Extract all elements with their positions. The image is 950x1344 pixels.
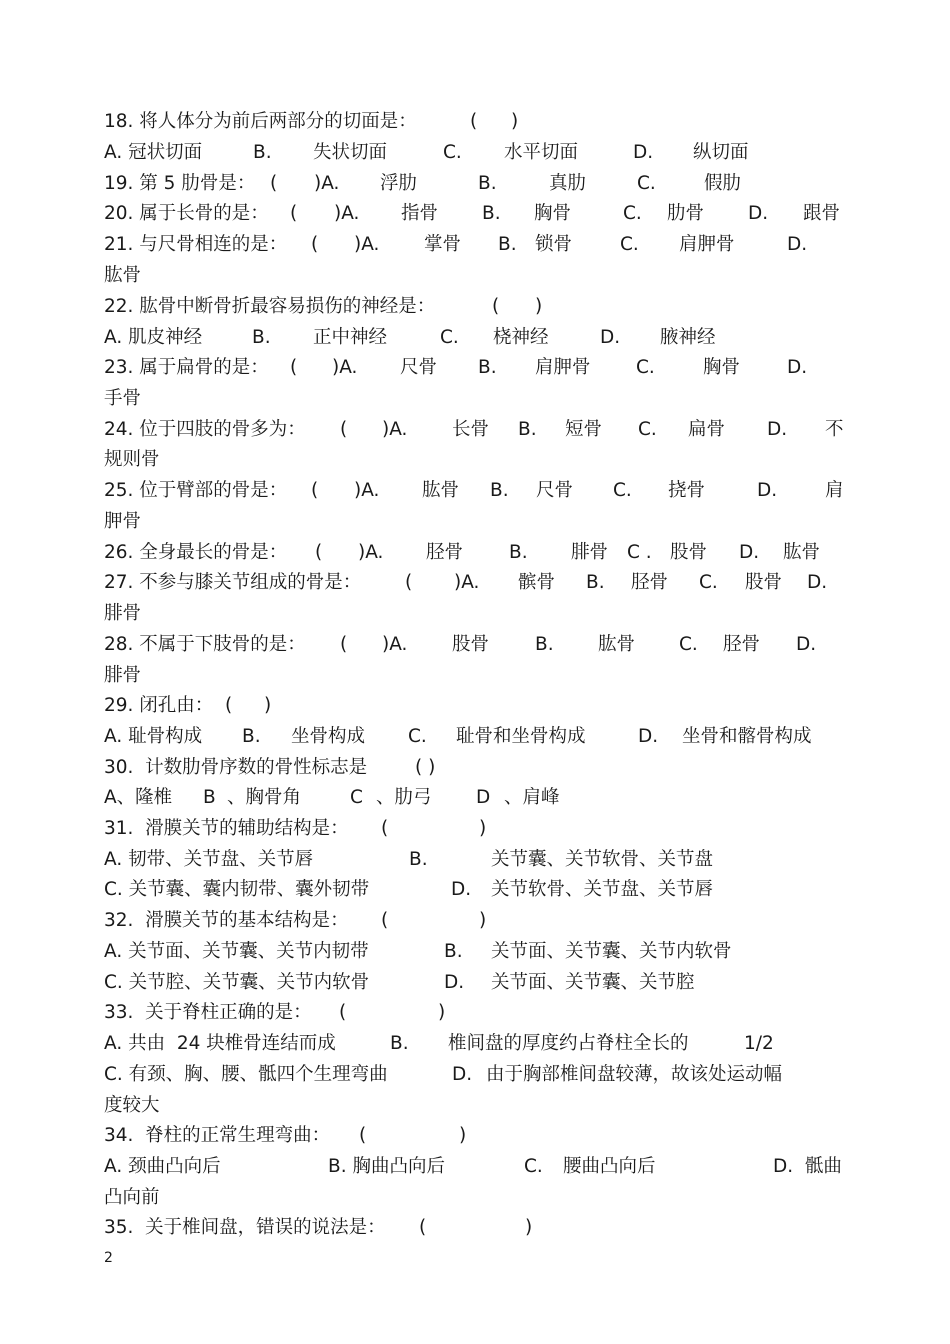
text-segment: 肋骨	[667, 203, 705, 224]
text-segment: 肱骨	[598, 634, 636, 655]
text-line	[104, 662, 846, 690]
text-segment: 掌骨	[424, 234, 462, 255]
text-segment: C.	[620, 234, 639, 255]
text-segment: D.	[638, 726, 659, 747]
text-segment: 由于胸部椎间盘较薄，故该处运动幅	[486, 1064, 783, 1085]
text-segment: B.	[498, 234, 517, 255]
text-segment: D.	[444, 972, 465, 993]
text-line	[104, 569, 846, 597]
text-line	[104, 385, 846, 413]
text-segment: 正中神经	[313, 327, 388, 348]
text-line	[104, 139, 846, 167]
text-segment: 胫骨	[631, 572, 669, 593]
text-line	[104, 477, 846, 505]
text-line	[104, 354, 846, 382]
text-line	[104, 876, 846, 904]
text-segment: 尺骨	[400, 357, 438, 378]
text-segment: 30. 计数肋骨序数的骨性标志是	[104, 757, 368, 778]
text-line	[104, 1030, 846, 1058]
text-line	[104, 969, 846, 997]
text-segment: 19. 第 5 肋骨是：	[104, 173, 256, 194]
text-line	[104, 784, 846, 812]
text-line	[104, 723, 846, 751]
text-segment: 胫骨	[426, 542, 464, 563]
text-segment: B.	[535, 634, 554, 655]
text-segment: C.	[623, 203, 642, 224]
text-segment: C.	[638, 419, 657, 440]
text-segment: C	[350, 787, 363, 808]
text-segment: 33. 关于脊柱正确的是：	[104, 1002, 312, 1023]
text-segment: (	[381, 910, 389, 931]
text-segment: 23. 属于扁骨的是：	[104, 357, 269, 378]
text-segment: 指骨	[401, 203, 439, 224]
text-segment: 尺骨	[536, 480, 574, 501]
text-segment: 腓骨	[571, 542, 609, 563]
text-segment: (	[290, 203, 298, 224]
text-segment: C .	[627, 542, 652, 563]
text-line	[104, 600, 846, 628]
text-line	[104, 539, 846, 567]
text-line	[104, 108, 846, 136]
text-line	[104, 324, 846, 352]
text-segment: 肱骨	[422, 480, 460, 501]
text-segment: A. 耻骨构成	[104, 726, 203, 747]
text-line	[104, 262, 846, 290]
text-segment: )	[479, 910, 487, 931]
text-segment: )	[479, 818, 487, 839]
text-segment: B.	[509, 542, 528, 563]
text-segment: B.	[478, 357, 497, 378]
text-segment: A. 共由 24 块椎骨连结而成	[104, 1033, 336, 1054]
text-segment: 股骨	[452, 634, 490, 655]
text-segment: )	[535, 296, 543, 317]
text-segment: 胫骨	[723, 634, 761, 655]
text-segment: )	[438, 1002, 446, 1023]
text-line	[104, 692, 846, 720]
text-segment: 肩胛骨	[679, 234, 735, 255]
text-segment: 腰曲凸向后	[563, 1156, 656, 1177]
text-segment: (	[339, 1002, 347, 1023]
text-line	[104, 631, 846, 659]
text-segment: )	[459, 1125, 467, 1146]
text-segment: C. 有颈、胸、腰、骶四个生理弯曲	[104, 1064, 388, 1085]
text-segment: )	[264, 695, 272, 716]
text-segment: 胸骨	[534, 203, 572, 224]
text-segment: A. 颈曲凸向后	[104, 1156, 221, 1177]
text-segment: 耻骨和坐骨构成	[456, 726, 586, 747]
text-segment: D.	[633, 142, 654, 163]
text-segment: 、肩峰	[504, 787, 560, 808]
text-segment: (	[315, 542, 323, 563]
text-segment: C.	[679, 634, 698, 655]
text-segment: A. 关节面、关节囊、关节内韧带	[104, 941, 369, 962]
text-segment: ( )	[415, 757, 436, 778]
text-segment: D.	[739, 542, 760, 563]
text-line	[104, 999, 846, 1027]
text-segment: (	[492, 296, 500, 317]
text-segment: 24. 位于四肢的骨多为：	[104, 419, 306, 440]
text-segment: 坐骨构成	[291, 726, 366, 747]
text-segment: B.	[390, 1033, 409, 1054]
text-segment: D.	[787, 357, 808, 378]
text-segment: C.	[637, 173, 656, 194]
text-segment: B. 胸曲凸向后	[328, 1156, 445, 1177]
text-segment: (	[340, 419, 348, 440]
text-segment: B.	[478, 173, 497, 194]
text-segment: 假肋	[704, 173, 742, 194]
text-segment: 腓骨	[104, 603, 142, 624]
text-segment: A. 肌皮神经	[104, 327, 203, 348]
text-segment: )	[525, 1217, 533, 1238]
text-segment: 腋神经	[660, 327, 716, 348]
text-segment: (	[470, 111, 478, 132]
text-segment: 28. 不属于下肢骨的是：	[104, 634, 306, 655]
text-segment: 失状切面	[313, 142, 388, 163]
text-segment: 纵切面	[693, 142, 749, 163]
text-segment: 18. 将人体分为前后两部分的切面是：	[104, 111, 417, 132]
text-segment: B	[203, 787, 216, 808]
text-segment: 跟骨	[803, 203, 841, 224]
text-line	[104, 1092, 846, 1120]
text-segment: C.	[524, 1156, 543, 1177]
text-segment: C. 关节腔、关节囊、关节内软骨	[104, 972, 370, 993]
text-segment: 扁骨	[688, 419, 726, 440]
text-segment: 27. 不参与膝关节组成的骨是：	[104, 572, 362, 593]
text-segment: D.	[767, 419, 788, 440]
text-line	[104, 1153, 846, 1181]
text-segment: (	[290, 357, 298, 378]
text-segment: D	[476, 787, 491, 808]
text-segment: )	[511, 111, 519, 132]
text-segment: 31. 滑膜关节的辅助结构是：	[104, 818, 349, 839]
text-segment: 34. 脊柱的正常生理弯曲：	[104, 1125, 331, 1146]
text-segment: D.	[748, 203, 769, 224]
text-segment: 股骨	[745, 572, 783, 593]
text-segment: 胛骨	[104, 511, 142, 532]
text-segment: B.	[242, 726, 261, 747]
text-segment: 关节面、关节囊、关节内软骨	[491, 941, 732, 962]
text-segment: 不	[825, 419, 844, 440]
text-segment: 凸向前	[104, 1187, 160, 1208]
text-segment: C.	[408, 726, 427, 747]
text-segment: (	[311, 480, 319, 501]
text-segment: A. 冠状切面	[104, 142, 203, 163]
text-line	[104, 170, 846, 198]
text-line	[104, 1122, 846, 1150]
text-segment: 29. 闭孔由：	[104, 695, 214, 716]
text-segment: C.	[636, 357, 655, 378]
text-segment: )A.	[334, 203, 360, 224]
text-segment: 坐骨和髂骨构成	[682, 726, 812, 747]
text-segment: )A.	[358, 542, 384, 563]
text-segment: 腓骨	[104, 665, 142, 686]
text-segment: 、肋弓	[376, 787, 432, 808]
text-segment: C.	[613, 480, 632, 501]
text-segment: B.	[586, 572, 605, 593]
text-segment: (	[359, 1125, 367, 1146]
text-segment: 长骨	[452, 419, 490, 440]
text-segment: B.	[490, 480, 509, 501]
text-line	[104, 416, 846, 444]
text-segment: 25. 位于臂部的骨是：	[104, 480, 288, 501]
text-line	[104, 1184, 846, 1212]
text-segment: B.	[252, 327, 271, 348]
text-segment: 1/2	[744, 1033, 774, 1054]
text-segment: (	[340, 634, 348, 655]
text-segment: B.	[482, 203, 501, 224]
text-segment: 32. 滑膜关节的基本结构是：	[104, 910, 349, 931]
text-segment: (	[405, 572, 413, 593]
text-segment: 关节面、关节囊、关节腔	[491, 972, 695, 993]
text-segment: 真肋	[549, 173, 587, 194]
text-segment: 挠骨	[668, 480, 706, 501]
text-segment: )A.	[314, 173, 340, 194]
text-segment: 锁骨	[535, 234, 573, 255]
text-segment: 肱骨	[783, 542, 821, 563]
text-segment: 椎间盘的厚度约占脊柱全长的	[448, 1033, 689, 1054]
text-segment: C.	[440, 327, 459, 348]
page-number: 2	[104, 1250, 113, 1266]
text-segment: 肩	[825, 480, 844, 501]
text-segment: 关节软骨、关节盘、关节唇	[491, 879, 714, 900]
text-segment: B.	[444, 941, 463, 962]
text-segment: )A.	[454, 572, 480, 593]
text-line	[104, 508, 846, 536]
text-segment: 关节囊、关节软骨、关节盘	[491, 849, 714, 870]
text-segment: (	[381, 818, 389, 839]
text-segment: 、胸骨角	[227, 787, 302, 808]
text-segment: 手骨	[104, 388, 142, 409]
text-segment: )A.	[382, 419, 408, 440]
text-segment: 胸骨	[703, 357, 741, 378]
text-segment: 肱骨	[104, 265, 142, 286]
text-line	[104, 815, 846, 843]
text-segment: A、隆椎	[104, 787, 173, 808]
text-segment: C.	[699, 572, 718, 593]
text-segment: (	[419, 1217, 427, 1238]
text-segment: D. 骶曲	[773, 1156, 842, 1177]
text-segment: 髌骨	[518, 572, 556, 593]
text-line	[104, 754, 846, 782]
text-line	[104, 938, 846, 966]
text-segment: D.	[452, 1064, 473, 1085]
text-segment: D.	[451, 879, 472, 900]
text-segment: 度较大	[104, 1095, 160, 1116]
text-segment: 规则骨	[104, 449, 160, 470]
text-segment: 桡神经	[493, 327, 549, 348]
text-segment: C.	[443, 142, 462, 163]
text-line	[104, 1061, 846, 1089]
text-segment: 20. 属于长骨的是：	[104, 203, 269, 224]
text-segment: )A.	[354, 234, 380, 255]
text-segment: D.	[787, 234, 808, 255]
text-line	[104, 446, 846, 474]
text-segment: B.	[518, 419, 537, 440]
text-segment: 21. 与尺骨相连的是：	[104, 234, 288, 255]
text-segment: 肩胛骨	[535, 357, 591, 378]
text-segment: 26. 全身最长的骨是：	[104, 542, 288, 563]
text-segment: (	[270, 173, 278, 194]
text-segment: )A.	[354, 480, 380, 501]
text-segment: B.	[253, 142, 272, 163]
text-segment: A. 韧带、关节盘、关节唇	[104, 849, 314, 870]
text-segment: )A.	[382, 634, 408, 655]
text-segment: D.	[807, 572, 828, 593]
text-segment: B.	[409, 849, 428, 870]
text-line	[104, 846, 846, 874]
text-segment: (	[225, 695, 233, 716]
text-line	[104, 1214, 846, 1242]
text-segment: D.	[600, 327, 621, 348]
text-segment: D.	[757, 480, 778, 501]
text-line	[104, 293, 846, 321]
text-segment: (	[311, 234, 319, 255]
text-segment: 浮肋	[380, 173, 418, 194]
text-line	[104, 907, 846, 935]
text-segment: 短骨	[565, 419, 603, 440]
text-line	[104, 200, 846, 228]
text-segment: 22. 肱骨中断骨折最容易损伤的神经是：	[104, 296, 436, 317]
text-segment: 35. 关于椎间盘，错误的说法是：	[104, 1217, 386, 1238]
text-segment: C. 关节囊、囊内韧带、囊外韧带	[104, 879, 370, 900]
text-segment: 水平切面	[504, 142, 579, 163]
text-line	[104, 231, 846, 259]
text-segment: )A.	[332, 357, 358, 378]
text-segment: 股骨	[670, 542, 708, 563]
text-segment: D.	[796, 634, 817, 655]
